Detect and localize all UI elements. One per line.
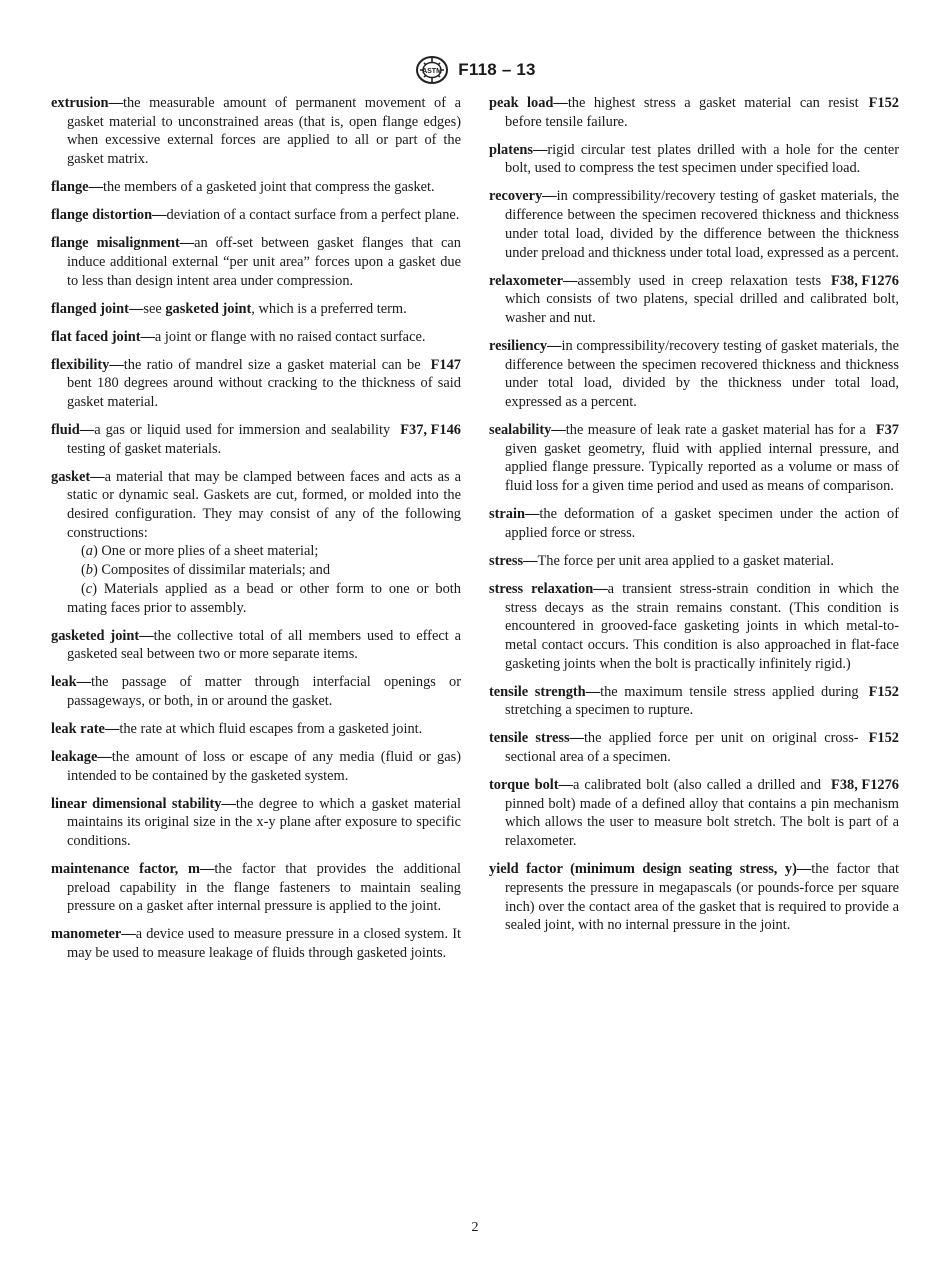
term: maintenance factor, m— <box>51 861 215 878</box>
definition-text: in compressibility/recovery testing of gasket materials, the difference between the specimen recovered thickness and thickness under total load, divided by the thickness under total load, expressed as a percent. <box>505 337 899 411</box>
definition-entry <box>51 421 461 458</box>
definition-text: the maximum tensile stress applied during stretching a specimen to rupture. <box>505 683 859 719</box>
definition-text: a joint or flange with no raised contact surface. <box>154 328 426 345</box>
term: tensile stress— <box>489 730 584 747</box>
definition-text: the ratio of mandrel size a gasket material can be bent 180 degrees around without cracking to the thickness of said gasket material. <box>67 356 461 410</box>
definition-text: the members of a gasketed joint that compress the gasket. <box>102 179 435 196</box>
definition-entry <box>489 421 899 496</box>
definition-entry <box>51 748 461 785</box>
see-term: gasketed joint <box>165 300 252 317</box>
definition-text: the factor that provides the additional preload capability in the flange fasteners to maintain sealing pressure on a gasket after internal pressure is applied to the joint. <box>67 861 461 915</box>
astm-logo-text: ASTM <box>422 68 443 75</box>
term: platens— <box>489 141 548 158</box>
term: yield factor (minimum design seating stress, y)— <box>489 861 812 878</box>
definition-entry <box>51 234 461 290</box>
definition-entry <box>489 337 899 412</box>
term: flange distortion— <box>51 207 167 224</box>
reference-designation: F152 <box>868 95 899 111</box>
term: flange— <box>51 179 103 196</box>
term: peak load— <box>489 95 568 111</box>
term: stress— <box>489 552 538 569</box>
reference-designation: F37 <box>875 422 899 439</box>
definition-entry <box>51 860 461 916</box>
definition-entry <box>51 300 461 319</box>
definition-entry <box>489 860 899 935</box>
definition-text: the highest stress a gasket material can resist before tensile failure. <box>505 95 859 130</box>
definition-entry <box>489 580 899 674</box>
reference-designation: F152 <box>868 683 899 700</box>
definition-text: a transient stress-strain condition in which the stress decays as the strain remains constant. (This condition is encountered in grooved-face gasketing joints in which metal-to-metal contact occurs. This condition is also approached in flat-face gasketing joints when the bolt is practically infinitely rigid.) <box>505 580 899 672</box>
construction-item-text: Materials applied as a bead or other form to one or both mating faces prior to assembly. <box>67 580 461 616</box>
definition-text: the amount of loss or escape of any media (fluid or gas) intended to be contained by the gasketed system. <box>67 748 461 784</box>
term: fluid— <box>51 421 95 438</box>
term: recovery— <box>489 188 557 205</box>
definition-entry <box>51 178 461 197</box>
definition-entry <box>51 328 461 347</box>
term: manometer— <box>51 926 136 943</box>
term: flexibility— <box>51 356 124 373</box>
term: flange misalignment— <box>51 235 195 252</box>
definition-text: the deformation of a gasket specimen under the action of applied force or stress. <box>505 506 899 541</box>
construction-item-label: a <box>85 543 93 560</box>
definition-entry <box>51 468 461 618</box>
term: linear dimensional stability— <box>51 795 236 812</box>
term: relaxometer— <box>489 272 578 289</box>
term: stress relaxation— <box>489 580 608 597</box>
term: extrusion— <box>51 95 123 111</box>
reference-designation: F152 <box>868 730 899 747</box>
definition-entry <box>489 94 899 131</box>
term: leak— <box>51 674 91 691</box>
definition-entry <box>51 206 461 225</box>
definition-text: a material that may be clamped between faces and acts as a static or dynamic seal. Gaskets are cut, formed, or molded into the desired configuration. They may consist of any of the following constructions: <box>67 468 461 541</box>
term: leak rate— <box>51 720 120 737</box>
reference-designation: F38, F1276 <box>831 777 899 794</box>
definition-entry <box>51 356 461 412</box>
left-column <box>51 94 461 972</box>
definition-entry <box>51 795 461 851</box>
definition-entry <box>489 187 899 262</box>
definition-text: the passage of matter through interfacial openings or passageways, or both, in or around the gasket. <box>67 674 461 709</box>
term: leakage— <box>51 748 112 765</box>
reference-designation: F37, F146 <box>400 421 461 438</box>
document-id: F118 – 13 <box>458 60 536 79</box>
definition-text: a gas or liquid used for immersion and sealability testing of gasket materials. <box>67 421 391 457</box>
construction-item: (a) One or more plies of a sheet material; <box>81 543 319 560</box>
term: strain— <box>489 506 540 523</box>
definition-text: a calibrated bolt (also called a drilled and pinned bolt) made of a defined alloy that contains a pin mechanism which allows the user to measure bolt stretch. The bolt is part of a relaxometer. <box>505 777 899 850</box>
construction-item-label: b <box>85 562 93 579</box>
definition-entry <box>51 673 461 710</box>
definition-entry <box>51 925 461 962</box>
construction-item: (b) Composites of dissimilar materials; and <box>81 562 331 579</box>
construction-item: (c) Materials applied as a bead or other form to one or both mating faces prior to assembly. <box>67 580 461 616</box>
astm-logo-icon <box>414 55 450 85</box>
term: resiliency— <box>489 337 562 354</box>
construction-item-text: One or more plies of a sheet material; <box>101 543 319 560</box>
definition-text: deviation of a contact surface from a perfect plane. <box>166 207 460 224</box>
page-number: 2 <box>471 1220 479 1235</box>
term: gasket— <box>51 468 105 485</box>
right-column <box>489 94 899 944</box>
definition-text: The force per unit area applied to a gasket material. <box>537 552 834 569</box>
definition-text-after: , which is a preferred term. <box>251 300 407 317</box>
definition-text: the degree to which a gasket material maintains its original size in the x-y plane after exposure to specific conditions. <box>67 795 461 850</box>
definition-text: the collective total of all members used to effect a gasketed seal between two or more separate items. <box>67 627 461 663</box>
definition-entry <box>489 141 899 178</box>
definition-text: see <box>143 300 162 317</box>
definition-text: in compressibility/recovery testing of gasket materials, the difference between the specimen recovered thickness and thickness under total load, divided by the difference between the thickness under preload and thickness under total load, expressed as a percent. <box>505 188 899 261</box>
reference-designation: F147 <box>430 356 461 373</box>
definition-entry <box>489 505 899 542</box>
term: gasketed joint— <box>51 627 154 644</box>
construction-item-text: Composites of dissimilar materials; and <box>101 562 331 579</box>
construction-item-label: c <box>85 580 93 597</box>
definition-text: the measurable amount of permanent movement of a gasket material to unconstrained areas (that is, open flange edges) when excessive external forces are applied to all or part of the gasket matrix. <box>67 95 461 168</box>
reference-designation: F38, F1276 <box>831 272 899 289</box>
term: tensile strength— <box>489 683 601 700</box>
definition-entry <box>51 627 461 664</box>
definition-entry <box>489 552 899 571</box>
term: torque bolt— <box>489 777 573 794</box>
definition-text: the measure of leak rate a gasket material has for a given gasket geometry, fluid with applied internal pressure, and applied flange pressure. Typically reported as a volume or mass of fluid loss for a given time period and used as means of comparison. <box>505 422 899 495</box>
term: sealability— <box>489 422 566 439</box>
page-header <box>0 55 950 85</box>
definition-entry <box>51 720 461 739</box>
definition-text: assembly used in creep relaxation tests which consists of two platens, special drilled and calibrated bolt, washer and nut. <box>505 272 899 326</box>
definition-text: an off-set between gasket flanges that can induce additional external “per unit area” forces upon a gasket due to less than design intent area under compression. <box>67 235 461 289</box>
definition-entry <box>489 683 899 720</box>
definition-entry <box>489 272 899 328</box>
definition-text: a device used to measure pressure in a closed system. It may be used to measure leakage of fluids through gasketed joints. <box>67 926 461 962</box>
term: flanged joint— <box>51 300 144 317</box>
definition-text: the rate at which fluid escapes from a gasketed joint. <box>119 720 423 737</box>
definition-entry <box>51 94 461 169</box>
term: flat faced joint— <box>51 328 155 345</box>
definition-entry <box>489 776 899 851</box>
definition-entry <box>489 729 899 766</box>
definition-text: rigid circular test plates drilled with a hole for the center bolt, used to compress the test specimen under specified load. <box>505 141 899 177</box>
definition-text: the applied force per unit on original cross-sectional area of a specimen. <box>505 730 859 766</box>
definition-text: the factor that represents the pressure in megapascals (or pounds-force per square inch) over the contact area of the gasket that is required to provide a sealed joint, with no internal pressure in the joint. <box>505 861 899 934</box>
